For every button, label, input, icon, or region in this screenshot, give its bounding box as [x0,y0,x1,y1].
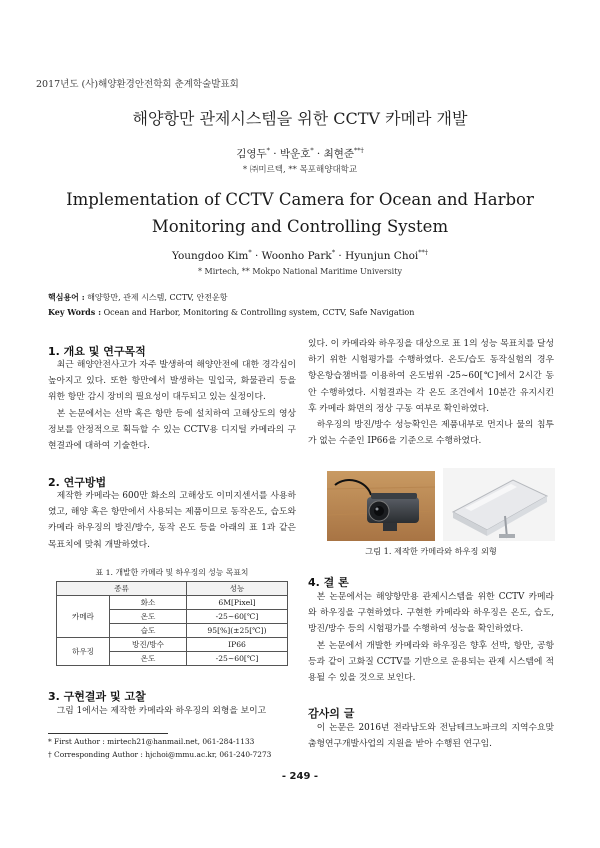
table-cell: 온도 [110,652,187,666]
title-korean: 해양항만 관제시스템을 위한 CCTV 카메라 개발 [132,109,468,128]
section-1-body [48,357,296,454]
table-cell: IP66 [187,638,288,652]
table-group-cell: 하우징 [57,638,110,666]
paragraph: 제작한 카메라는 600만 화소의 고해상도 이미지센서를 사용하였고, 해양 혹은 항만에서 사용되는 제품이므로 동작온도, 습도와 카메라 하우징의 방진/방수, 동작 온도 등을 아래의 표 1과 같은 목표치에 맞춰 개발하였다. [48,491,296,550]
section-2-body [48,488,296,553]
table-cell: -25~60[℃] [187,610,288,624]
table-1-title: 표 1. 개발한 카메라 및 하우징의 성능 목표치 [95,568,249,577]
table-cell: -25~60[℃] [187,652,288,666]
acknowledgement-heading: 감사의 글 [308,707,355,720]
housing-illustration [443,468,555,541]
table-group-cell: 카메라 [57,596,110,638]
keywords-english [48,307,414,317]
conference-header: 2017년도 (사)해양환경안전학회 춘계학술발표회 [36,79,239,90]
acknowledgement-body [308,720,554,752]
authors-korean [0,146,600,161]
table-cell: 습도 [110,624,187,638]
authors-english [0,250,600,262]
paragraph: 본 논문에서는 선박 혹은 항만 등에 설치하여 고해상도의 영상정보를 안정적으로 획득할 수 있는 CCTV용 디지털 카메라의 구현결과에 대하여 기술한다. [48,408,296,452]
author-separator: · [313,148,324,160]
camera-illustration [327,471,435,541]
author-name: 김영두 [236,148,267,160]
author-name: 최현준 [323,148,355,160]
paragraph: 본 논문에서 개발한 카메라와 하우징은 향후 선박, 항만, 공항 등과 같이 고화질 CCTV를 기반으로 운용되는 관제 시스템에 적용될 수 있을 것으로 보인다. [308,640,554,684]
keywords-label: Key Words : [48,307,102,317]
table-row [57,596,288,610]
section-4-body [308,589,554,686]
author-mark: * [248,248,252,257]
title-english: Implementation of CCTV Camera for Ocean and Harbor Monitoring and Controlling System [66,190,534,236]
author-separator: · [269,148,280,160]
author-mark: **† [418,248,429,257]
author-mark: * [310,146,314,155]
author-mark: * [331,248,336,257]
author-mark: * [266,146,270,155]
table-cell: 6M[Pixel] [187,596,288,610]
paragraph: 있다. 이 카메라와 하우징을 대상으로 표 1의 성능 목표치를 달성하기 위한 시험평가를 수행하였다. 온도/습도 동작실험의 경우 항온항습챔버를 이용하여 온도범위 -25~60[℃]에서 2시간 동안 수행하였다. 시험결과는 각 온도 조건에서 10분간 유지시킨 후 카메라 화면의 정상 구동 여부로 확인하였다. [308,339,555,414]
table-cell: 온도 [110,610,187,624]
keywords-korean [48,292,227,303]
author-name: Youngdoo Kim [171,250,249,262]
author-mark: **† [354,146,364,155]
table-cell: 방진/방수 [110,638,187,652]
housing-photo [443,468,555,541]
figure-1-caption: 그림 1. 제작한 카메라와 하우징 외형 [365,546,497,556]
author-name: Woonho Park [261,250,332,262]
author-separator: · [335,250,346,262]
table-1 [56,581,288,666]
paragraph: 그림 1에서는 제작한 카메라와 하우징의 외형을 보이고 [56,706,267,716]
section-3-body [48,703,296,719]
author-name: 박운호 [279,148,311,160]
footnote-first-author: * First Author : mirtech21@hanmail.net, 061-284-1133 [48,737,255,746]
section-4-heading: 4. 결 론 [308,576,349,589]
keywords-value: 해양항만, 관제 시스템, CCTV, 안전운항 [87,293,228,302]
table-header: 성능 [187,582,288,596]
affiliation-english: * Mirtech, ** Mokpo National Maritime University [198,267,402,276]
camera-photo [327,471,435,541]
table-row [57,638,288,652]
affiliation-korean: * ㈜미르텍, ** 목포해양대학교 [242,165,358,175]
author-separator: · [251,250,262,262]
keywords-value: Ocean and Harbor, Monitoring & Controlling system, CCTV, Safe Navigation [103,308,415,317]
table-header: 종류 [57,582,187,596]
table-cell: 95[%](±25[℃]) [187,624,288,638]
paragraph: 본 논문에서는 해양항만용 관제시스템을 위한 CCTV 카메라와 하우징을 구현하였다. 구현한 카메라와 하우징은 온도, 습도, 방진/방수 등의 시험평가를 수행하여 성능을 확인하였다. [308,592,554,635]
keywords-label: 핵심용어 : [48,292,85,302]
paragraph: 이 논문은 2016년 전라남도와 전남테크노파크의 지역수요맞춤형연구개발사업의 지원을 받아 수행된 연구임. [308,723,554,750]
section-2-heading: 2. 연구방법 [48,476,107,489]
section-1-heading: 1. 개요 및 연구목적 [48,345,146,358]
paragraph: 하우징의 방진/방수 성능확인은 제품내부로 먼지나 물의 침투가 없는 수준인 IP66을 기준으로 수행하였다. [308,420,554,447]
footnote-corresponding-author: † Corresponding Author : hjchoi@mmu.ac.kr, 061-240-7273 [48,750,272,759]
footnote-divider [48,733,168,734]
table-cell: 화소 [110,596,187,610]
page-number: - 249 - [281,771,319,782]
section-3-heading: 3. 구현결과 및 고찰 [48,690,146,703]
paragraph: 최근 해양안전사고가 자주 발생하여 해양안전에 대한 경각심이 높아지고 있다. 또한 항만에서 발생하는 밀입국, 화물관리 등을 위한 항만 감시 장비의 필요성이 대두되고 있는 실정이다. [48,360,296,403]
author-name: Hyunjun Choi [345,250,419,262]
section-3-continued [308,336,554,449]
